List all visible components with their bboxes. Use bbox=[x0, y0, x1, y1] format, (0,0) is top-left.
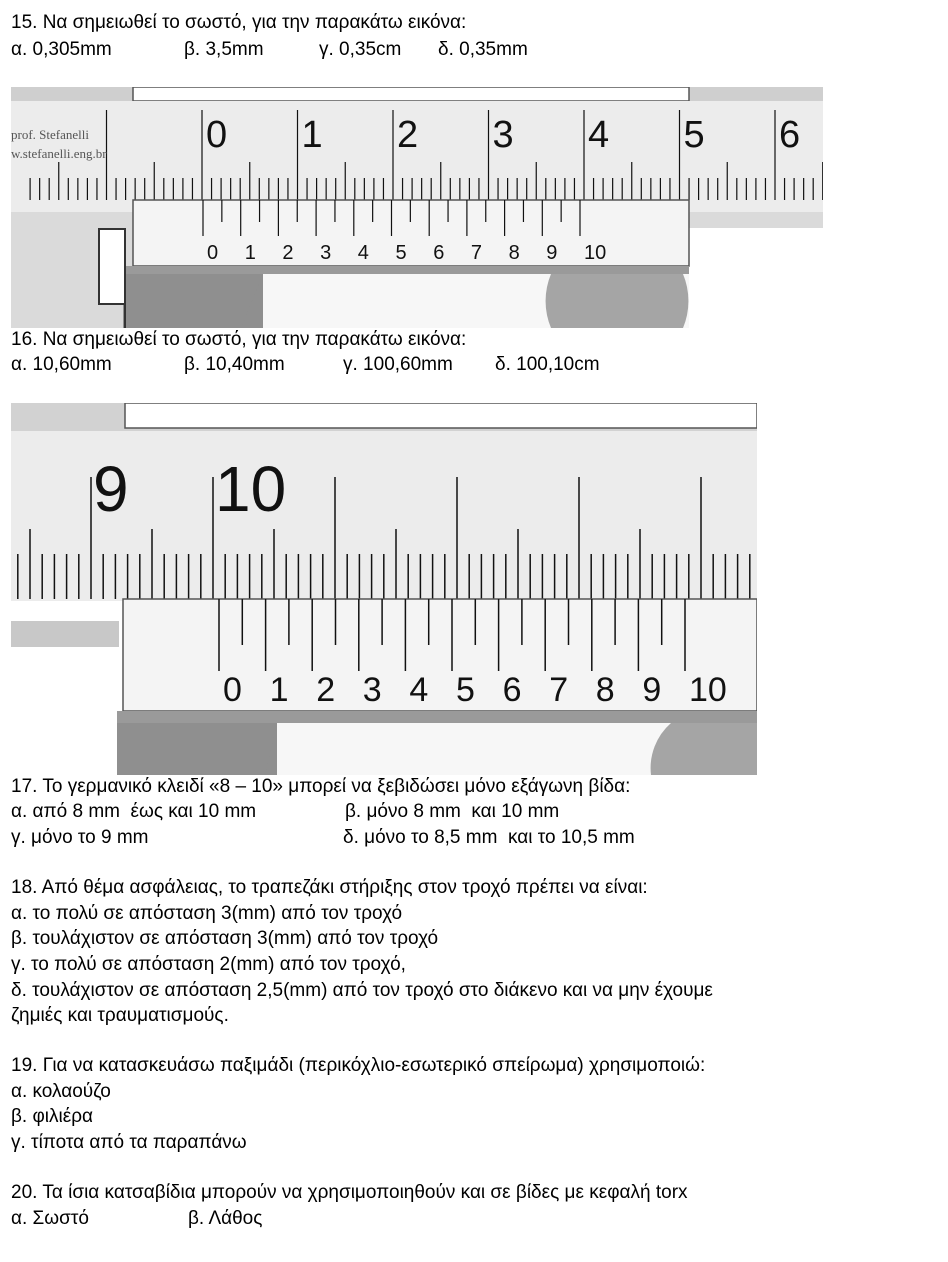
q17-option-c: γ. μόνο το 9 mm bbox=[11, 827, 149, 848]
vernier-label: 4 bbox=[357, 242, 369, 264]
main-scale-label: 10 bbox=[215, 453, 287, 525]
question-17: 17. Το γερμανικό κλειδί «8 – 10» μπορεί να ξεβιδώσει μόνο εξάγωνη βίδα: bbox=[11, 776, 631, 797]
q16-option-a: α. 10,60mm bbox=[11, 354, 112, 375]
vernier-label: 5 bbox=[395, 242, 407, 264]
q20-option-a: α. Σωστό bbox=[11, 1208, 89, 1229]
vernier-label: 8 bbox=[508, 242, 520, 264]
q16-option-d: δ. 100,10cm bbox=[495, 354, 600, 375]
vernier-label: 2 bbox=[282, 242, 294, 264]
q18-option-d: δ. τουλάχιστον σε απόσταση 2,5(mm) από τον τροχό στο διάκενο και να μην έχουμε bbox=[11, 980, 713, 1001]
main-scale-label: 1 bbox=[301, 114, 323, 156]
q16-option-c: γ. 100,60mm bbox=[343, 354, 453, 375]
main-scale-label: 5 bbox=[683, 114, 705, 156]
q17-option-d: δ. μόνο το 8,5 mm και το 10,5 mm bbox=[343, 827, 635, 848]
q19-option-c: γ. τίποτα από τα παραπάνω bbox=[11, 1132, 247, 1153]
q19-option-a: α. κολαούζο bbox=[11, 1081, 111, 1102]
vernier-label: 2 bbox=[316, 671, 336, 709]
main-scale-label: 6 bbox=[779, 114, 801, 156]
caliper-image-q16 bbox=[11, 403, 757, 775]
q15-option-a: α. 0,305mm bbox=[11, 39, 112, 60]
vernier-label: 9 bbox=[546, 242, 558, 264]
vernier-label: 6 bbox=[502, 671, 522, 709]
vernier-label: 6 bbox=[433, 242, 445, 264]
q17-option-b: β. μόνο 8 mm και 10 mm bbox=[345, 801, 560, 822]
vernier-label: 1 bbox=[244, 242, 256, 264]
vernier-label: 4 bbox=[409, 671, 429, 709]
vernier-label: 8 bbox=[595, 671, 615, 709]
question-16: 16. Να σημειωθεί το σωστό, για την παρακάτω εικόνα: bbox=[11, 329, 467, 350]
vernier-label: 3 bbox=[320, 242, 332, 264]
main-scale-label: 3 bbox=[492, 114, 514, 156]
vernier-label: 0 bbox=[223, 671, 242, 709]
vernier-label: 10 bbox=[584, 242, 607, 264]
q18-option-b: β. τουλάχιστον σε απόσταση 3(mm) από τον τροχό bbox=[11, 928, 439, 949]
q19-option-b: β. φιλιέρα bbox=[11, 1106, 94, 1127]
question-20: 20. Τα ίσια κατσαβίδια μπορούν να χρησιμοποιηθούν και σε βίδες με κεφαλή torx bbox=[11, 1182, 688, 1203]
vernier-label: 5 bbox=[456, 671, 475, 709]
question-15: 15. Να σημειωθεί το σωστό, για την παρακάτω εικόνα: bbox=[11, 12, 467, 33]
question-18: 18. Από θέμα ασφάλειας, το τραπεζάκι στήριξης στον τροχό πρέπει να είναι: bbox=[11, 877, 648, 898]
watermark-line1: prof. Stefanelli bbox=[11, 127, 89, 142]
q18-option-d-continued: ζημιές και τραυματισμούς. bbox=[11, 1005, 229, 1026]
q20-option-b: β. Λάθος bbox=[188, 1208, 263, 1229]
q15-option-d: δ. 0,35mm bbox=[438, 39, 528, 60]
q15-option-b: β. 3,5mm bbox=[184, 39, 264, 60]
main-scale-label: 9 bbox=[93, 453, 129, 525]
vernier-label: 9 bbox=[642, 671, 662, 709]
q17-option-a: α. από 8 mm έως και 10 mm bbox=[11, 801, 257, 822]
vernier-label: 7 bbox=[549, 671, 569, 709]
question-19: 19. Για να κατασκευάσω παξιμάδι (περικόχλιο-εσωτερικό σπείρωμα) χρησιμοποιώ: bbox=[11, 1055, 706, 1076]
vernier-label: 7 bbox=[470, 242, 483, 264]
q15-option-c: γ. 0,35cm bbox=[319, 39, 402, 60]
q18-option-c: γ. το πολύ σε απόσταση 2(mm) από τον τροχό, bbox=[11, 954, 406, 975]
q18-option-a: α. το πολύ σε απόσταση 3(mm) από τον τροχό bbox=[11, 903, 403, 924]
main-scale-label: 0 bbox=[206, 114, 228, 156]
vernier-label: 0 bbox=[207, 242, 219, 264]
caliper-image-q15 bbox=[11, 87, 823, 328]
vernier-label: 1 bbox=[269, 671, 289, 709]
q16-option-b: β. 10,40mm bbox=[184, 354, 285, 375]
main-scale-label: 4 bbox=[588, 114, 610, 156]
watermark-line2: w.stefanelli.eng.br bbox=[11, 146, 107, 161]
vernier-label: 3 bbox=[362, 671, 382, 709]
main-scale-label: 2 bbox=[397, 114, 419, 156]
vernier-label: 10 bbox=[689, 671, 727, 709]
